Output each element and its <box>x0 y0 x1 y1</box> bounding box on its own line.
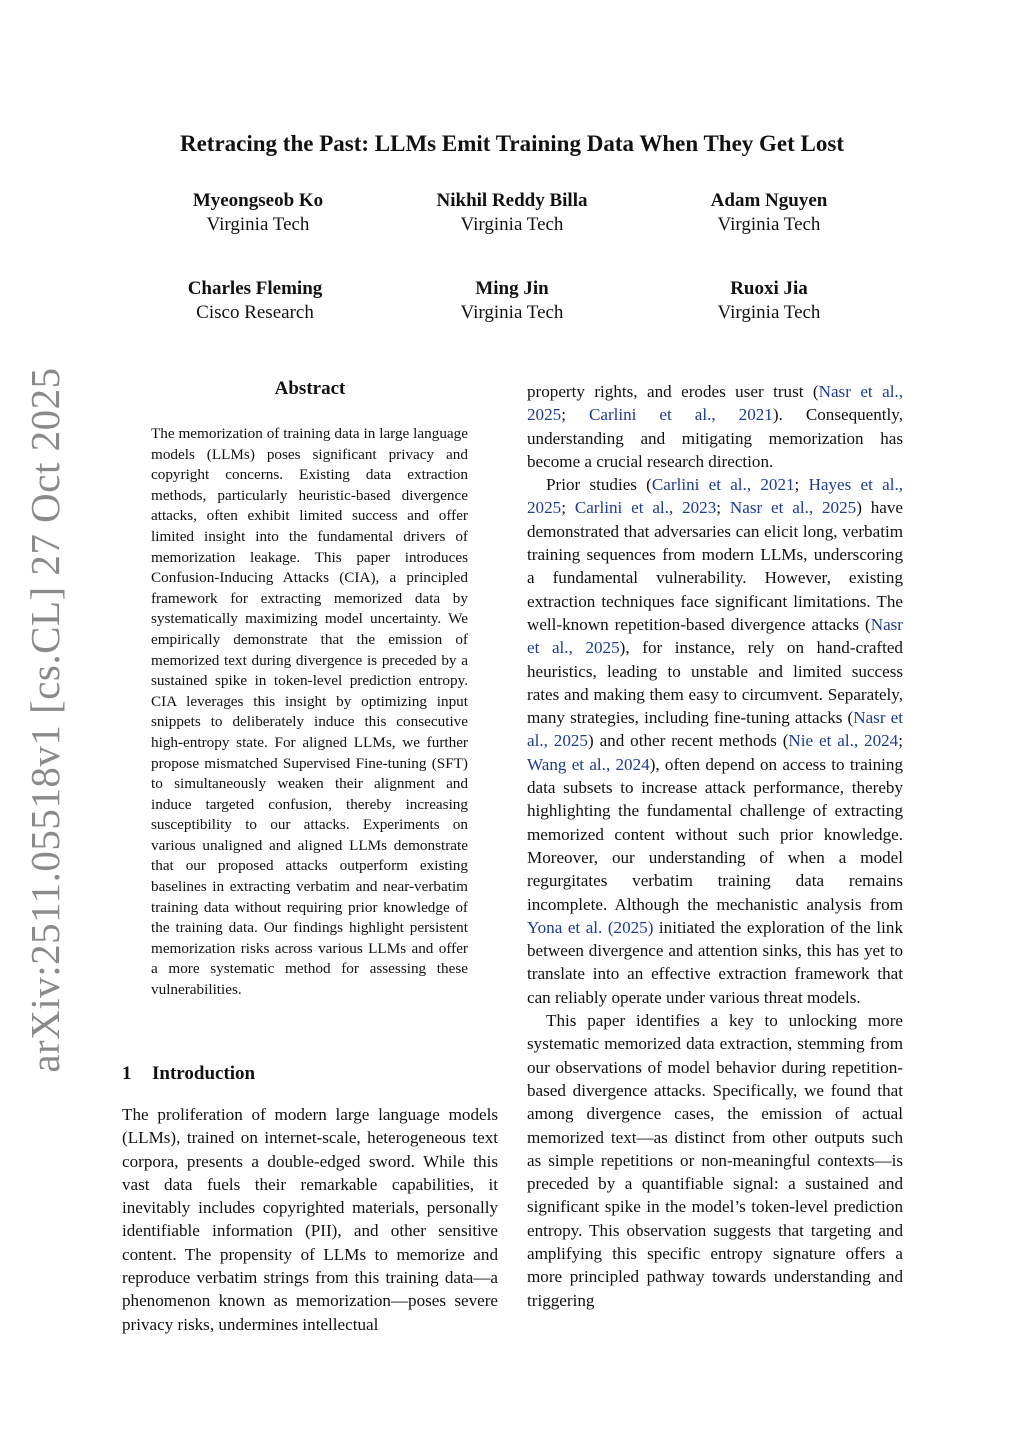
citation-link[interactable]: Nasr et al., 2025 <box>527 708 903 751</box>
author-name: Myeongseob Ko <box>192 190 324 211</box>
right-column <box>527 380 903 1312</box>
intro-paragraph-2 <box>527 473 903 1009</box>
author-name: Ming Jin <box>475 278 549 299</box>
citation-link[interactable]: Nasr et al., 2025 <box>729 498 857 518</box>
section-number: 1 <box>122 1063 132 1084</box>
citation-link[interactable]: Wang et al., 2024 <box>527 754 650 774</box>
text-run: ; <box>716 498 730 518</box>
text-run: ; <box>898 731 903 751</box>
section-heading <box>122 1063 255 1085</box>
citation-link[interactable]: Nasr et al., 2025 <box>527 614 903 658</box>
citation-link[interactable]: Hayes et al., 2025 <box>527 475 904 518</box>
author-affiliation: Virginia Tech <box>717 302 821 323</box>
paper-title: Retracing the Past: LLMs Emit Training Data When They Get Lost <box>179 131 844 156</box>
author-name: Adam Nguyen <box>710 190 828 211</box>
author-name: Charles Fleming <box>187 278 323 299</box>
author-block <box>138 189 378 237</box>
author-block <box>135 277 375 325</box>
author-affiliation: Virginia Tech <box>206 214 310 235</box>
text-run: ; <box>561 405 589 425</box>
author-affiliation: Virginia Tech <box>460 214 564 235</box>
text-run: ) and other recent methods ( <box>587 731 789 751</box>
text-run: ). Consequently, understanding and mitigating memorization has become a crucial research direction. <box>527 405 904 471</box>
abstract-text: The memorization of training data in large language models (LLMs) poses significant privacy and copyright concerns. Existing data extraction methods, particularly heuristic-based divergence attacks, often exhibit limited success and offer limited insight into the fundamental drivers of memorization leakage. This paper introduces Confusion-Inducing Attacks (CIA), a principled framework for extracting memorized data by systematically maximizing model uncertainty. We empirically demonstrate that the emission of memorized text during divergence is preceded by a sustained spike in token-level prediction entropy. CIA leverages this insight by optimizing input snippets to deliberately induce this consecutive high-entropy state. For aligned LLMs, we further propose mismatched Supervised Fine-tuning (SFT) to simultaneously weaken their alignment and induce targeted confusion, thereby increasing susceptibility to our attacks. Experiments on various unaligned and aligned LLMs demonstrate that our proposed attacks outperform existing baselines in extracting verbatim and near-verbatim training data without requiring prior knowledge of the training data. Our findings highlight persistent memorization risks across various LLMs and offer a more systematic method for assessing these vulnerabilities. <box>151 425 468 999</box>
author-name: Nikhil Reddy Billa <box>436 190 588 211</box>
intro-paragraph-1: The proliferation of modern large language models (LLMs), trained on internet-scale, heterogeneous text corpora, presents a double-edged sword. While this vast data fuels their remarkable capabilities, it inevitably includes copyrighted materials, personally identifiable information (PII), and other sensitive content. The propensity of LLMs to memorize and reproduce verbatim strings from this training data—a phenomenon known as memorization—poses severe privacy risks, undermines intellectual <box>122 1105 498 1334</box>
author-block <box>392 189 632 237</box>
text-run: ) have demonstrated that adversaries can elicit long, verbatim training sequences from modern LLMs, underscoring a fundamental vulnerability. However, existing extraction techniques face significant limitations. The well-known repetition-based divergence attacks ( <box>527 498 904 634</box>
citation-link[interactable]: Carlini et al., 2021 <box>651 475 795 495</box>
text-run: ; <box>561 498 575 518</box>
author-block <box>649 189 889 237</box>
citation-link[interactable]: Carlini et al., 2023 <box>574 498 717 518</box>
citation-link[interactable]: Nasr et al., 2025 <box>527 382 903 425</box>
citation-link[interactable]: Carlini et al., 2021 <box>588 405 773 425</box>
text-run: ), for instance, rely on hand-crafted heuristics, leading to unstable and limited success rates and making them easy to circumvent. Separately, many strategies, including fine-tuning attacks ( <box>527 638 903 728</box>
abstract-heading: Abstract <box>274 378 346 399</box>
author-affiliation: Virginia Tech <box>460 302 564 323</box>
citation-link[interactable]: Yona et al. (2025) <box>527 917 654 937</box>
author-block <box>392 277 632 325</box>
author-name: Ruoxi Jia <box>730 278 808 299</box>
text-run: ), often depend on access to training data subsets to increase attack performance, thereby highlighting the fundamental challenge of extracting memorized content without such prior knowledge. Moreover, our understanding of when a model regurgitates verbatim training data remains incomplete. Although the mechanistic analysis from <box>527 754 903 914</box>
intro-paragraph-3: This paper identifies a key to unlocking more systematic memorized data extraction, stemming from our observations of model behavior during repetition-based divergence attacks. Specifically, we found that among divergence cases, the emission of actual memorized text—as distinct from other outputs such as simple repetitions or non-meaningful contexts—is preceded by a quantifiable signal: a sustained and significant spike in the model’s token-level prediction entropy. This observation suggests that targeting and amplifying this specific entropy signature offers a more principled pathway towards understanding and triggering <box>527 1011 903 1310</box>
citation-link[interactable]: Nie et al., 2024 <box>788 731 899 751</box>
text-run: ; <box>794 475 809 495</box>
author-affiliation: Cisco Research <box>196 302 314 323</box>
text-run: property rights, and erodes user trust ( <box>527 382 819 401</box>
text-run: initiated the exploration of the link between divergence and attention sinks, this has yet to translate into an effective extraction framework that can reliably operate under various threat models. <box>527 917 903 1007</box>
arxiv-identifier: arXiv:2511.05518v1 [cs.CL] 27 Oct 2025 <box>22 367 68 1073</box>
author-block <box>649 277 889 325</box>
text-run: Prior studies ( <box>546 475 652 495</box>
intro-paragraph-1-continued <box>527 380 903 473</box>
author-affiliation: Virginia Tech <box>717 214 821 235</box>
section-title: Introduction <box>152 1063 256 1084</box>
